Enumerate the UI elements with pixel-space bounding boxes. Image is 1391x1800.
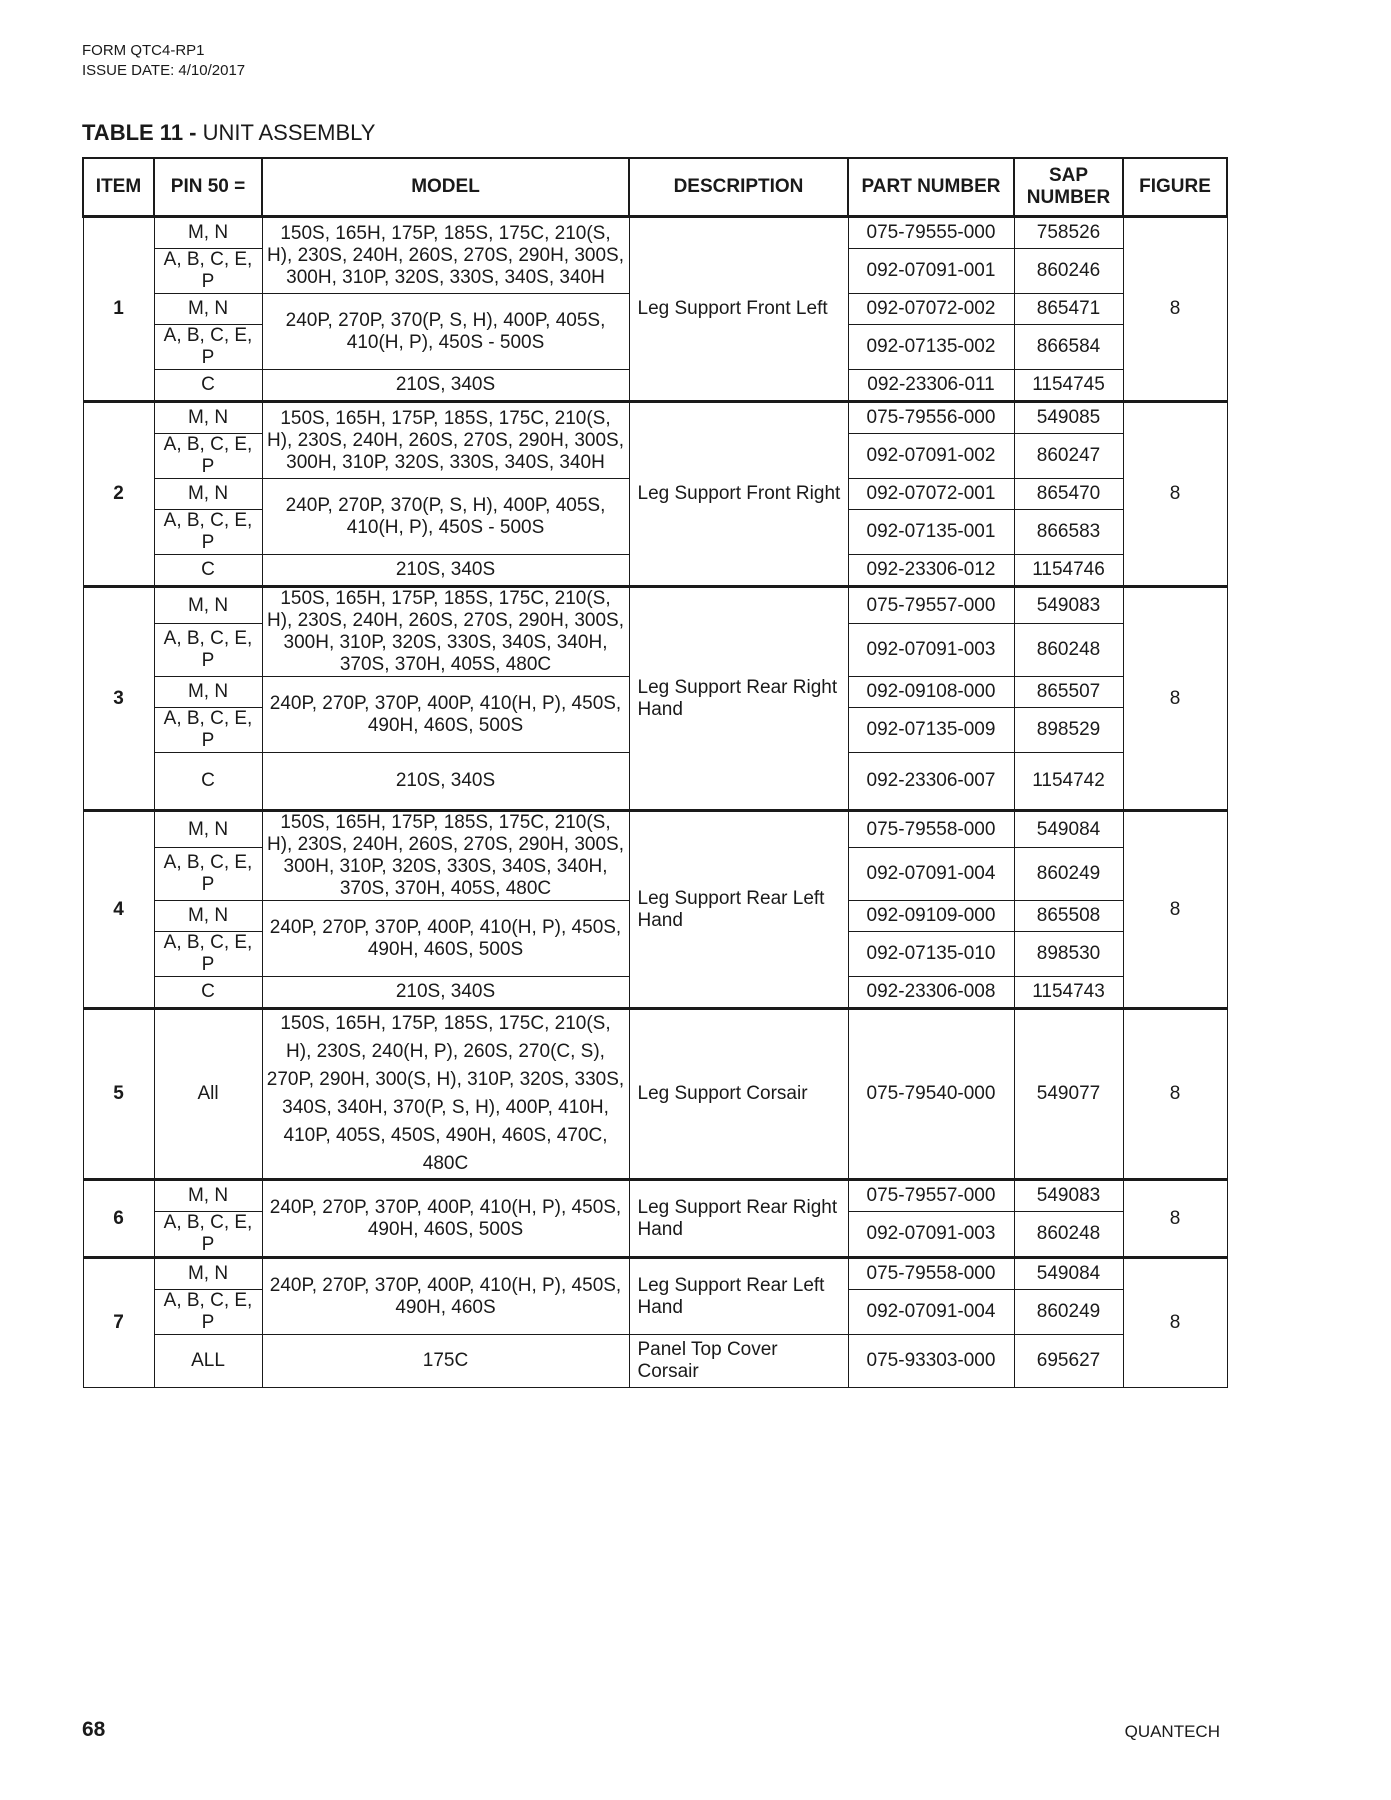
pin-cell: A, B, C, E, P [154, 624, 262, 677]
part-number-cell: 092-07135-009 [848, 708, 1014, 753]
sap-number-cell: 865508 [1014, 901, 1123, 932]
part-number-cell: 075-79557-000 [848, 587, 1014, 624]
part-number-cell: 092-07091-002 [848, 434, 1014, 479]
model-cell: 240P, 270P, 370(P, S, H), 400P, 405S, 410(H, P), 450S - 500S [262, 294, 629, 370]
sap-number-cell: 549084 [1014, 1258, 1123, 1290]
pin-cell: A, B, C, E, P [154, 1212, 262, 1258]
item-group-7 [83, 1258, 1227, 1388]
pin-cell: C [154, 370, 262, 402]
pin-cell: A, B, C, E, P [154, 249, 262, 294]
item-number: 7 [83, 1258, 154, 1388]
part-number-cell: 092-23306-012 [848, 555, 1014, 587]
model-cell: 210S, 340S [262, 753, 629, 811]
model-cell: 210S, 340S [262, 977, 629, 1009]
pin-cell: ALL [154, 1335, 262, 1388]
part-number-cell: 075-79558-000 [848, 1258, 1014, 1290]
model-cell: 150S, 165H, 175P, 185S, 175C, 210(S, H), 230S, 240H, 260S, 270S, 290H, 300S, 300H, 310P, 320S, 330S, 340S, 340H [262, 217, 629, 294]
model-cell: 150S, 165H, 175P, 185S, 175C, 210(S, H), 230S, 240H, 260S, 270S, 290H, 300S, 300H, 310P, 320S, 330S, 340S, 340H, 370S, 370H, 405S, 480C [262, 811, 629, 901]
figure-cell: 8 [1123, 402, 1227, 587]
pin-cell: A, B, C, E, P [154, 325, 262, 370]
item-group-1 [83, 217, 1227, 402]
figure-cell: 8 [1123, 1180, 1227, 1258]
part-number-cell: 092-07135-010 [848, 932, 1014, 977]
description-cell: Leg Support Rear Right Hand [629, 1180, 848, 1258]
sap-number-cell: 865470 [1014, 479, 1123, 510]
col-pin: PIN 50 = [154, 158, 262, 217]
figure-cell: 8 [1123, 1009, 1227, 1180]
pin-cell: M, N [154, 217, 262, 249]
model-cell: 240P, 270P, 370P, 400P, 410(H, P), 450S, 490H, 460S, 500S [262, 901, 629, 977]
sap-number-cell: 898530 [1014, 932, 1123, 977]
model-cell: 175C [262, 1335, 629, 1388]
model-cell: 150S, 165H, 175P, 185S, 175C, 210(S, H), 230S, 240H, 260S, 270S, 290H, 300S, 300H, 310P, 320S, 330S, 340S, 340H, 370S, 370H, 405S, 480C [262, 587, 629, 677]
pin-cell: M, N [154, 587, 262, 624]
part-number-cell: 092-07091-003 [848, 624, 1014, 677]
part-number-cell: 075-79556-000 [848, 402, 1014, 434]
pin-cell: M, N [154, 1258, 262, 1290]
sap-number-cell: 865471 [1014, 294, 1123, 325]
item-number: 1 [83, 217, 154, 402]
item-number: 5 [83, 1009, 154, 1180]
item-group-3 [83, 587, 1227, 811]
pin-cell: A, B, C, E, P [154, 1290, 262, 1335]
sap-number-cell: 898529 [1014, 708, 1123, 753]
part-number-cell: 075-79557-000 [848, 1180, 1014, 1212]
pin-cell: A, B, C, E, P [154, 510, 262, 555]
sap-number-cell: 860248 [1014, 1212, 1123, 1258]
description-cell: Leg Support Corsair [629, 1009, 848, 1180]
sap-number-cell: 860249 [1014, 848, 1123, 901]
pin-cell: C [154, 555, 262, 587]
table-row [83, 1009, 1227, 1180]
description-cell: Leg Support Rear Left Hand [629, 1258, 848, 1335]
table-row [83, 587, 1227, 624]
form-number: FORM QTC4-RP1 [82, 42, 205, 59]
pin-cell: A, B, C, E, P [154, 434, 262, 479]
sap-number-cell: 1154743 [1014, 977, 1123, 1009]
table-row [83, 811, 1227, 848]
part-number-cell: 092-23306-008 [848, 977, 1014, 1009]
sap-number-cell: 860247 [1014, 434, 1123, 479]
table-row [83, 1180, 1227, 1212]
sap-number-cell: 549077 [1014, 1009, 1123, 1180]
figure-cell: 8 [1123, 217, 1227, 402]
item-group-2 [83, 402, 1227, 587]
part-number-cell: 092-09108-000 [848, 677, 1014, 708]
model-cell: 150S, 165H, 175P, 185S, 175C, 210(S, H), 230S, 240(H, P), 260S, 270(C, S), 270P, 290H, 300(S, H), 310P, 320S, 330S, 340S, 340H, 370(P, S, H), 400P, 410H, 410P, 405S, 450S, 490H, 460S, 470C, 480C [262, 1009, 629, 1180]
item-group-5 [83, 1009, 1227, 1180]
col-item: ITEM [83, 158, 154, 217]
description-cell: Leg Support Front Right [629, 402, 848, 587]
sap-number-cell: 1154745 [1014, 370, 1123, 402]
col-sap-number: SAP NUMBER [1014, 158, 1123, 217]
sap-number-cell: 860246 [1014, 249, 1123, 294]
col-description: DESCRIPTION [629, 158, 848, 217]
model-cell: 240P, 270P, 370(P, S, H), 400P, 405S, 410(H, P), 450S - 500S [262, 479, 629, 555]
pin-cell: M, N [154, 901, 262, 932]
item-number: 2 [83, 402, 154, 587]
item-group-4 [83, 811, 1227, 1009]
part-number-cell: 092-07135-002 [848, 325, 1014, 370]
pin-cell: A, B, C, E, P [154, 708, 262, 753]
pin-cell: M, N [154, 402, 262, 434]
table-row [83, 402, 1227, 434]
description-cell: Leg Support Rear Right Hand [629, 587, 848, 811]
figure-cell: 8 [1123, 811, 1227, 1009]
part-number-cell: 075-93303-000 [848, 1335, 1014, 1388]
model-cell: 210S, 340S [262, 370, 629, 402]
col-part-number: PART NUMBER [848, 158, 1014, 217]
part-number-cell: 092-07091-003 [848, 1212, 1014, 1258]
model-cell: 240P, 270P, 370P, 400P, 410(H, P), 450S, 490H, 460S, 500S [262, 1180, 629, 1258]
pin-cell: C [154, 977, 262, 1009]
sap-number-cell: 1154746 [1014, 555, 1123, 587]
pin-cell: M, N [154, 1180, 262, 1212]
sap-number-cell: 866584 [1014, 325, 1123, 370]
pin-cell: C [154, 753, 262, 811]
pin-cell: M, N [154, 677, 262, 708]
part-number-cell: 092-09109-000 [848, 901, 1014, 932]
model-cell: 240P, 270P, 370P, 400P, 410(H, P), 450S, 490H, 460S, 500S [262, 677, 629, 753]
sap-number-cell: 549085 [1014, 402, 1123, 434]
part-number-cell: 092-07135-001 [848, 510, 1014, 555]
sap-number-cell: 549084 [1014, 811, 1123, 848]
issue-date: ISSUE DATE: 4/10/2017 [82, 62, 246, 79]
part-number-cell: 092-07072-002 [848, 294, 1014, 325]
sap-number-cell: 866583 [1014, 510, 1123, 555]
unit-assembly-table [82, 157, 1228, 1388]
item-group-6 [83, 1180, 1227, 1258]
part-number-cell: 092-07091-004 [848, 848, 1014, 901]
part-number-cell: 092-07072-001 [848, 479, 1014, 510]
brand-name: QUANTECH [1124, 1722, 1220, 1741]
sap-number-cell: 758526 [1014, 217, 1123, 249]
pin-cell: M, N [154, 294, 262, 325]
pin-cell: A, B, C, E, P [154, 848, 262, 901]
table-row [83, 1258, 1227, 1290]
part-number-cell: 092-07091-004 [848, 1290, 1014, 1335]
pin-cell: All [154, 1009, 262, 1180]
part-number-cell: 092-23306-011 [848, 370, 1014, 402]
model-cell: 150S, 165H, 175P, 185S, 175C, 210(S, H), 230S, 240H, 260S, 270S, 290H, 300S, 300H, 310P, 320S, 330S, 340S, 340H [262, 402, 629, 479]
part-number-cell: 075-79555-000 [848, 217, 1014, 249]
part-number-cell: 092-23306-007 [848, 753, 1014, 811]
part-number-cell: 075-79540-000 [848, 1009, 1014, 1180]
item-number: 4 [83, 811, 154, 1009]
model-cell: 210S, 340S [262, 555, 629, 587]
description-cell: Leg Support Rear Left Hand [629, 811, 848, 1009]
table-row [83, 217, 1227, 249]
sap-number-cell: 695627 [1014, 1335, 1123, 1388]
col-model: MODEL [262, 158, 629, 217]
part-number-cell: 075-79558-000 [848, 811, 1014, 848]
sap-number-cell: 1154742 [1014, 753, 1123, 811]
col-figure: FIGURE [1123, 158, 1227, 217]
figure-cell: 8 [1123, 1258, 1227, 1388]
item-number: 6 [83, 1180, 154, 1258]
figure-cell: 8 [1123, 587, 1227, 811]
pin-cell: M, N [154, 479, 262, 510]
sap-number-cell: 860248 [1014, 624, 1123, 677]
table-title [82, 120, 375, 146]
page-number: 68 [82, 1718, 106, 1741]
pin-cell: M, N [154, 811, 262, 848]
sap-number-cell: 865507 [1014, 677, 1123, 708]
sap-number-cell: 860249 [1014, 1290, 1123, 1335]
part-number-cell: 092-07091-001 [848, 249, 1014, 294]
pin-cell: A, B, C, E, P [154, 932, 262, 977]
table-row [83, 1335, 1227, 1388]
description-cell: Leg Support Front Left [629, 217, 848, 402]
header-row [83, 158, 1227, 217]
item-number: 3 [83, 587, 154, 811]
form-identifier [82, 41, 245, 81]
table-name: UNIT ASSEMBLY [202, 120, 376, 145]
table-number: TABLE 11 - [82, 120, 197, 145]
description-cell: Panel Top Cover Corsair [629, 1335, 848, 1388]
model-cell: 240P, 270P, 370P, 400P, 410(H, P), 450S, 490H, 460S [262, 1258, 629, 1335]
sap-number-cell: 549083 [1014, 1180, 1123, 1212]
sap-number-cell: 549083 [1014, 587, 1123, 624]
